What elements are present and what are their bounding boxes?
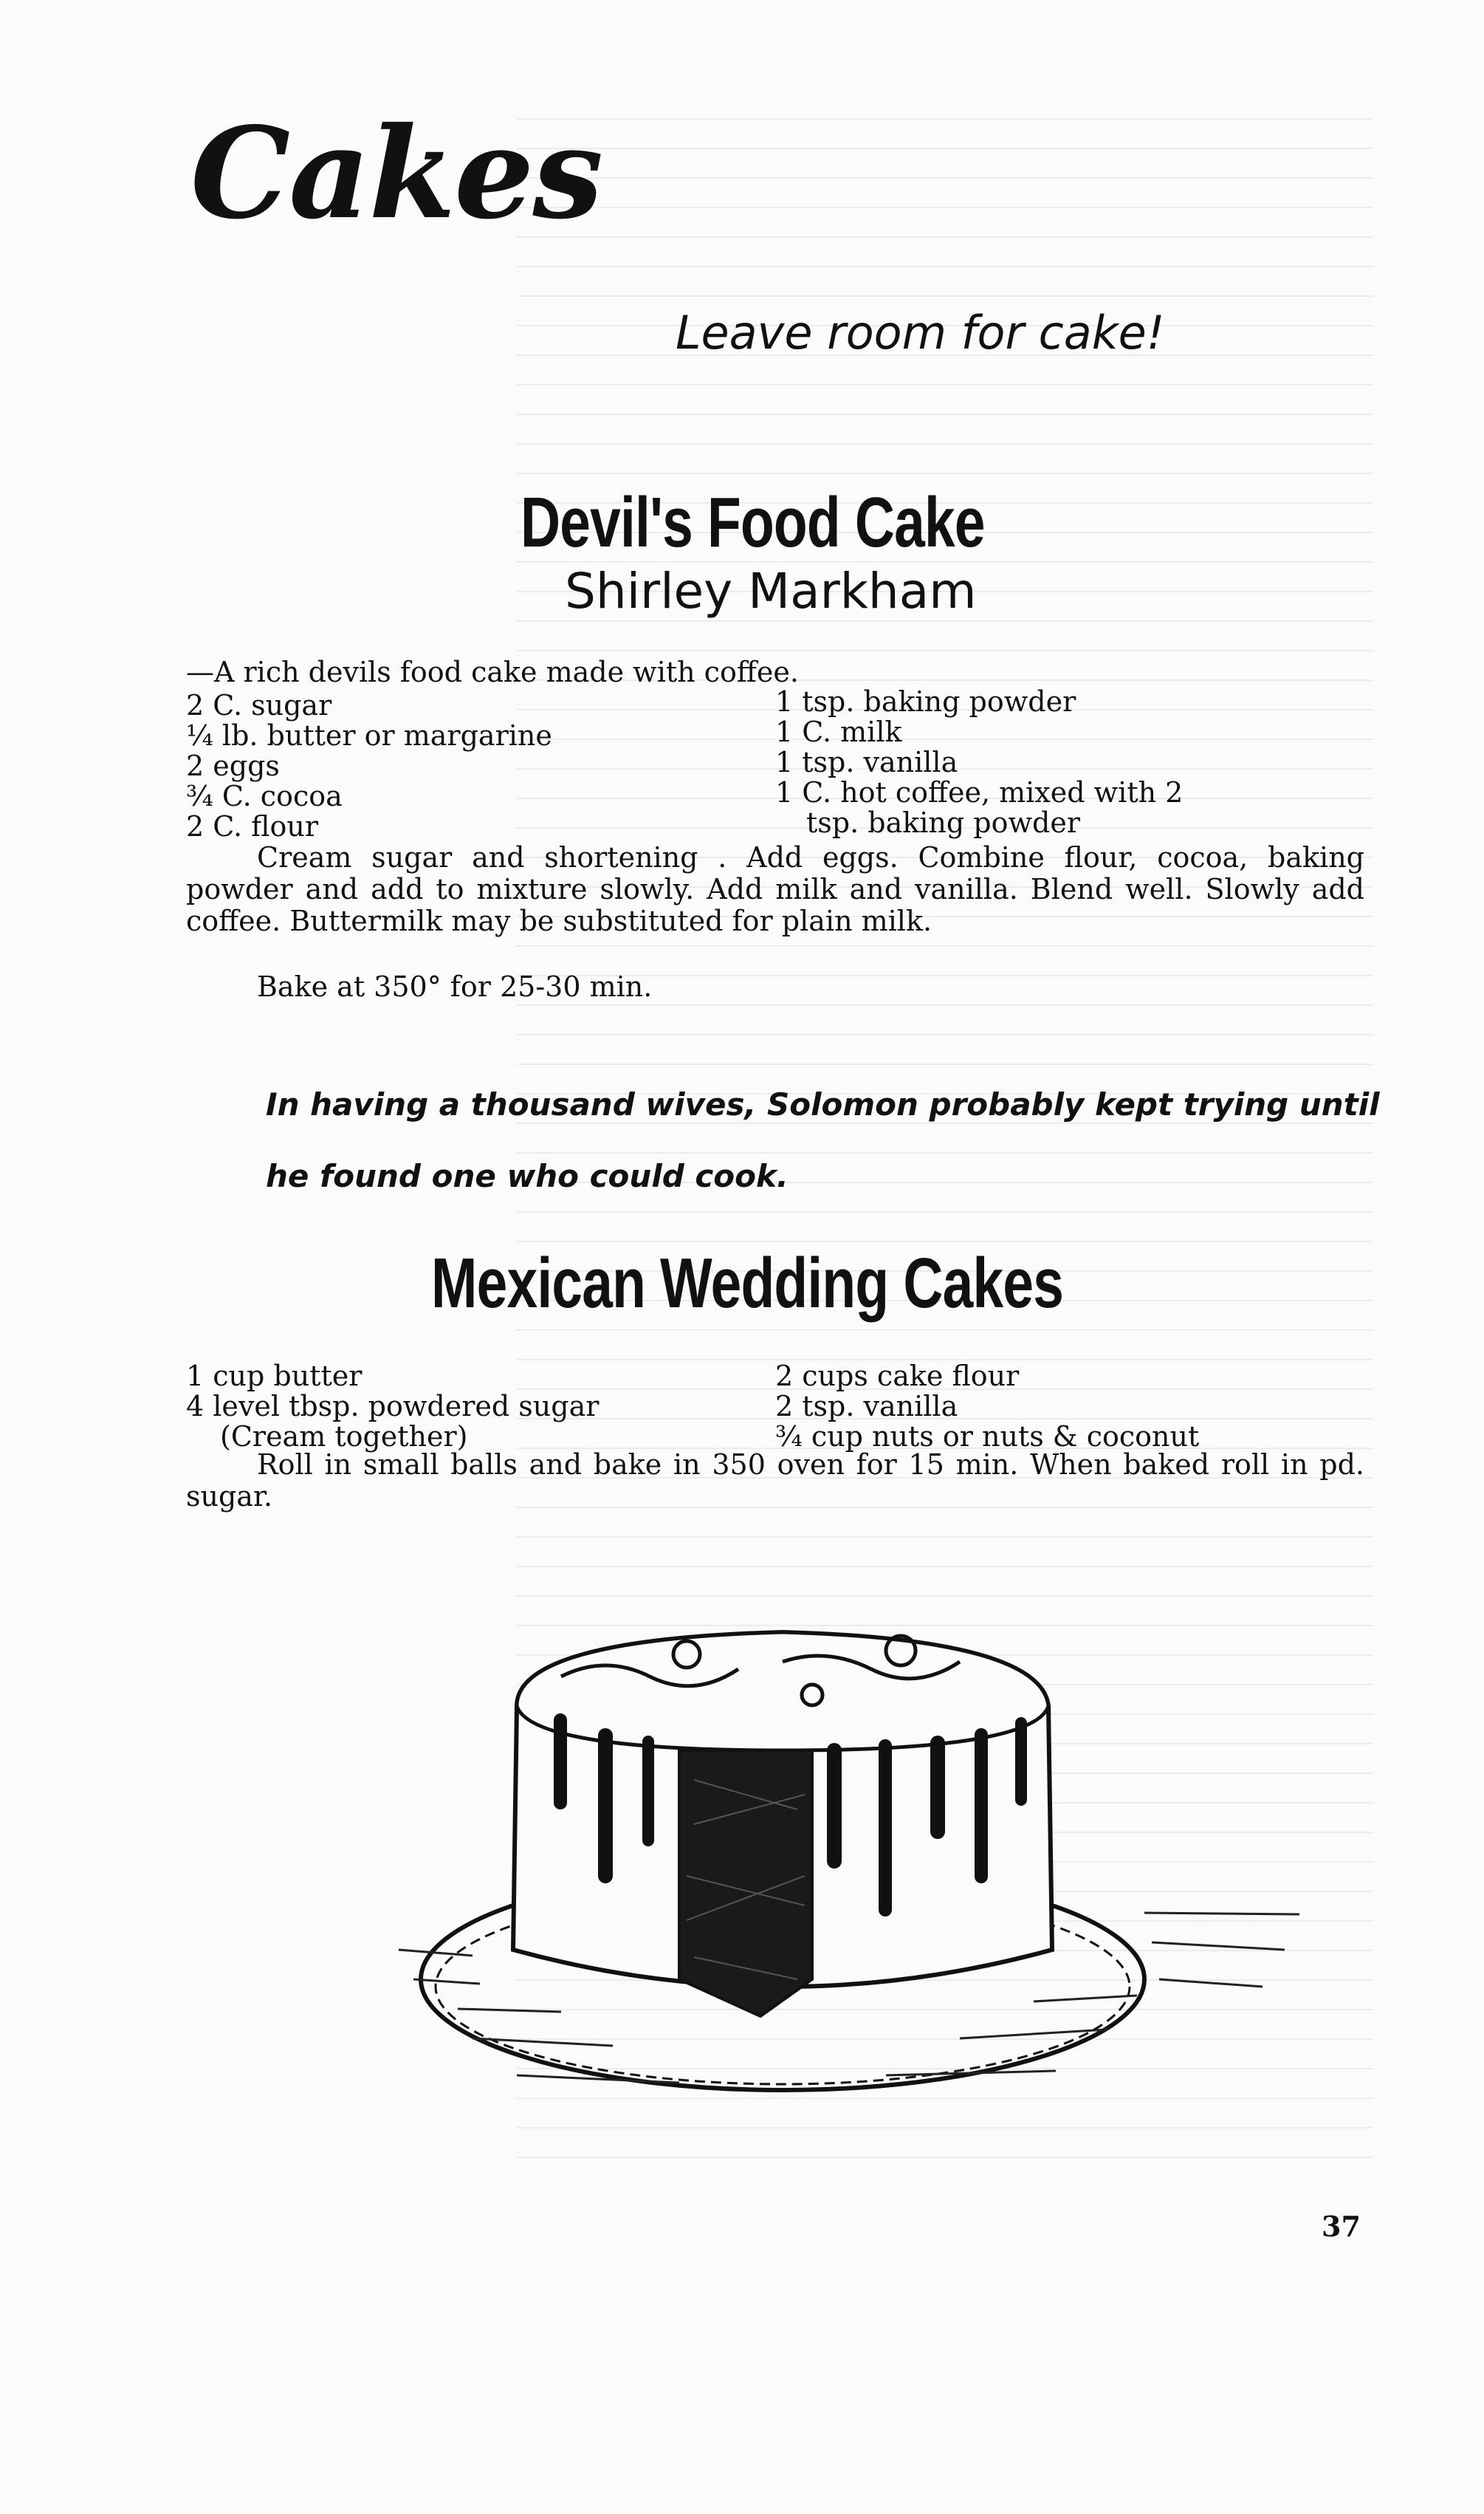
ingredient: 2 C. flour (186, 810, 318, 843)
ingredient: 2 tsp. vanilla (775, 1390, 958, 1422)
ingredient: 2 eggs (186, 750, 280, 782)
tagline: Leave room for cake! (676, 306, 1165, 360)
ingredient: 2 C. sugar (186, 689, 332, 722)
recipe-title-mexican-wedding-cakes: Mexican Wedding Cakes (431, 1244, 1064, 1323)
ingredient: 1 tsp. baking powder (775, 685, 1076, 718)
ingredient: ¾ cup nuts or nuts & coconut (775, 1420, 1200, 1453)
cake-illustration (369, 1566, 1329, 2157)
ingredient: tsp. baking powder (806, 806, 1081, 839)
ingredient: 2 cups cake flour (775, 1360, 1020, 1392)
ingredient: 1 tsp. vanilla (775, 746, 958, 778)
recipe-title-devils-food-cake: Devil's Food Cake (521, 483, 985, 562)
ingredient: 1 cup butter (186, 1360, 363, 1392)
ingredient: 1 C. milk (775, 716, 902, 748)
ingredient: 4 level tbsp. powdered sugar (186, 1390, 600, 1422)
ingredient: 1 C. hot coffee, mixed with 2 (775, 776, 1184, 809)
ingredient: (Cream together) (220, 1420, 468, 1453)
recipe-author: Shirley Markham (565, 563, 977, 620)
quote-line: he found one who could cook. (266, 1158, 789, 1194)
recipe-bake-instructions: Bake at 350° for 25-30 min. (257, 970, 653, 1003)
recipe-intro: —A rich devils food cake made with coffee. (186, 656, 799, 688)
ingredient: ¾ C. cocoa (186, 780, 343, 812)
section-title: Cakes (190, 100, 602, 247)
recipe-method: Roll in small balls and bake in 350 oven for 15 min. When baked roll in pd. sugar. (186, 1448, 1364, 1513)
recipe-method: Cream sugar and shortening . Add eggs. Combine flour, cocoa, baking powder and add to mixture slowly. Add milk and vanilla. Blend well. Slowly add coffee. Buttermilk may be substituted for plain milk. (186, 841, 1364, 937)
ingredient: ¼ lb. butter or margarine (186, 719, 552, 752)
quote-line: In having a thousand wives, Solomon probably kept trying until (266, 1086, 1380, 1123)
page-number: 37 (1322, 2210, 1361, 2243)
